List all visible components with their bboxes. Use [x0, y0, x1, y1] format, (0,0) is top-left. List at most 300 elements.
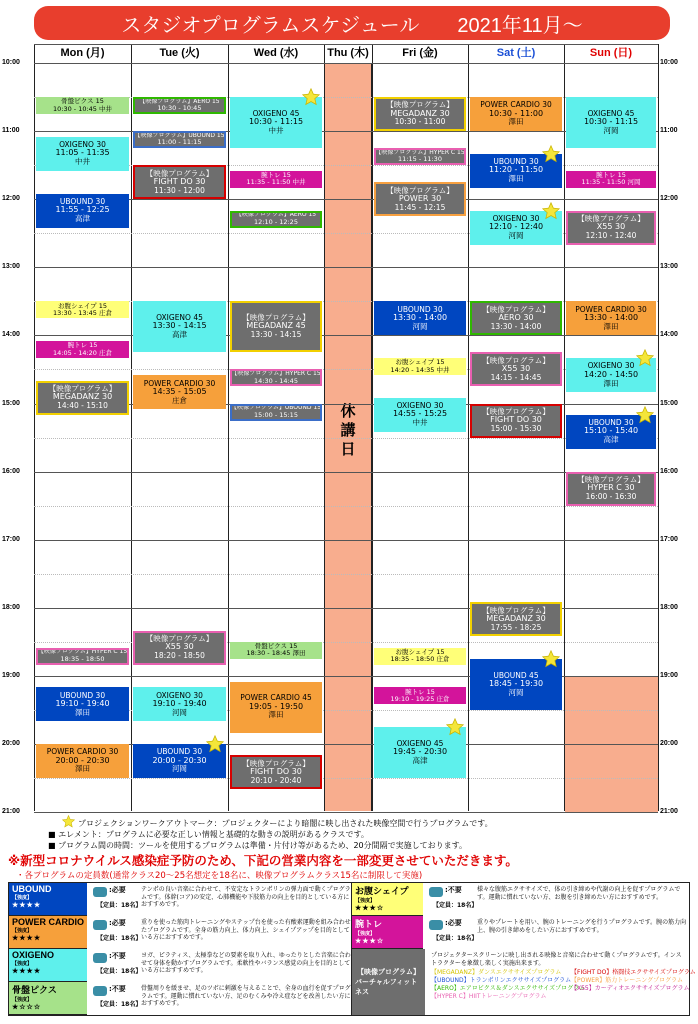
- class-text: お腹シェイプ 15: [395, 358, 445, 367]
- class-text: 10:30 - 11:00: [394, 117, 446, 127]
- hour-line: [34, 608, 658, 609]
- class-text: X55 30: [596, 222, 626, 232]
- class-text: 澤田: [75, 707, 90, 717]
- class-text: 11:55 - 12:25: [55, 205, 110, 215]
- legend-vp-name: [351, 949, 425, 1015]
- class-text: AERO 30: [498, 312, 534, 322]
- class-text: UBOUND 30: [493, 157, 539, 167]
- column-divider: [228, 44, 229, 811]
- class-block[interactable]: [230, 642, 322, 659]
- capacity-notice: ・各プログラムの定員数(通常クラス20～25名想定を18名に、映像プログラムクラス15名に制限して実施): [16, 871, 423, 881]
- class-text: 11:35 - 11:50 中井: [246, 178, 306, 187]
- projection-star-icon: [542, 202, 560, 220]
- class-block[interactable]: [230, 682, 322, 733]
- class-text: OXIGENO 45: [252, 108, 300, 118]
- class-text: 19:10 - 19:25 庄倉: [390, 694, 450, 703]
- half-hour-line: [34, 369, 658, 370]
- class-block[interactable]: [36, 301, 129, 318]
- time-label: 17:00: [2, 535, 20, 543]
- class-block[interactable]: [374, 687, 466, 704]
- class-text: 14:15 - 14:45: [490, 372, 542, 382]
- class-block[interactable]: [36, 97, 129, 114]
- hour-line: [34, 540, 658, 541]
- class-text: 澤田: [603, 378, 619, 388]
- class-text: 【映像プログラム】: [242, 758, 310, 768]
- projection-star-icon: [542, 650, 560, 668]
- class-text: 中井: [412, 418, 428, 428]
- class-text: お腹シェイプ 15: [57, 301, 107, 310]
- class-block[interactable]: [230, 404, 322, 421]
- class-text: 腕トレ 15: [596, 171, 626, 180]
- legend-level: 【強度】: [12, 895, 33, 901]
- class-text: 高津: [412, 755, 428, 765]
- class-text: OXIGENO 45: [396, 738, 444, 748]
- class-text: 19:45 - 20:30: [392, 747, 448, 757]
- legend-vp-description: プロジェクタースクリーンに映し出される映像と音楽に合わせて動くプログラムです。インストラクターを象徴し楽しく実施出来ます。: [431, 952, 682, 967]
- legend-capacity: 【定員：18名】: [97, 1001, 142, 1008]
- legend-program-name: [9, 883, 87, 916]
- class-text: MEGADANZ 30: [52, 392, 113, 402]
- legend-description: ヨガ、ピラティス、太極拳などの要素を取り入れ、ゆったりとした音楽に合わせて身体を動かすプログラムです。柔軟性やバランス感覚の向上を目的としている方におすすめです。: [141, 952, 351, 974]
- class-block[interactable]: [374, 182, 466, 216]
- time-label: 21:00: [660, 808, 678, 816]
- class-text: UBOUND 30: [59, 196, 106, 206]
- class-text: 河岡: [508, 230, 524, 240]
- header-rule: [34, 44, 658, 45]
- class-text: POWER 30: [398, 193, 442, 203]
- time-label: 12:00: [660, 195, 678, 203]
- class-block[interactable]: [230, 211, 322, 228]
- class-text: FIGHT DO 30: [250, 766, 302, 776]
- projection-star-icon: [302, 88, 320, 106]
- class-text: 19:05 - 19:50: [248, 701, 304, 711]
- day-header-2: Wed (水): [253, 47, 299, 59]
- class-text: FIGHT DO 30: [490, 415, 542, 425]
- time-label: 18:00: [2, 603, 20, 611]
- class-text: 【映像プログラム】AERO 15: [139, 97, 220, 105]
- legend-program-name: [351, 916, 423, 949]
- time-label: 15:00: [2, 399, 20, 407]
- class-block[interactable]: [36, 744, 129, 778]
- class-block[interactable]: [36, 341, 129, 358]
- legend-level: 【強度】: [12, 928, 33, 934]
- column-divider: [564, 44, 565, 811]
- class-text: 【映像プログラム】: [145, 168, 214, 178]
- class-text: お腹シェイプ 15: [395, 647, 445, 656]
- page-title: スタジオプログラムスケジュール: [121, 12, 420, 37]
- class-text: 14:20 - 14:50: [583, 369, 639, 379]
- class-block[interactable]: [374, 358, 466, 375]
- class-text: 20:00 - 20:30: [152, 755, 207, 765]
- class-text: OXIGENO 30: [156, 690, 203, 700]
- class-block[interactable]: [374, 398, 466, 432]
- legend-level: 【強度】: [12, 997, 33, 1003]
- legend-description: 重りを使った筋肉トレーニングやステップ台を使った有酸素運動を組み合わせたプログラムです。全身の筋力向上、体力向上、シェイプアップを目的としている方におすすめです。: [141, 919, 351, 941]
- legend-requirement: :不要: [445, 886, 462, 894]
- class-text: 【映像プログラム】HYPER C 15: [231, 370, 321, 378]
- legend-name: OXIGENO: [12, 950, 55, 960]
- class-text: 澤田: [268, 710, 284, 720]
- class-block[interactable]: [230, 755, 322, 789]
- note-interval: ■ プログラム間の時間：ツールを使用するプログラムは準備・片付け等があるため、20分間隔で実施しております。: [48, 841, 467, 850]
- legend-level: 【強度】: [355, 898, 376, 904]
- program-legend: [8, 882, 696, 1016]
- class-text: MEGADANZ 45: [246, 321, 306, 331]
- legend-name: UBOUND: [12, 884, 52, 894]
- legend-vp-sub: バーチャルフィットネス: [355, 979, 418, 996]
- class-block[interactable]: [133, 97, 226, 114]
- class-text: 河岡: [412, 321, 428, 331]
- class-text: UBOUND 45: [493, 670, 539, 680]
- class-text: 庄倉: [172, 395, 187, 405]
- time-label: 15:00: [660, 399, 678, 407]
- class-text: 【映像プログラム】HYPER C 15: [37, 648, 128, 656]
- class-text: UBOUND 30: [397, 304, 443, 314]
- class-text: 14:30 - 14:45: [254, 376, 298, 385]
- legend-stars: ★★★★: [12, 968, 42, 975]
- class-text: UBOUND 30: [156, 747, 203, 757]
- legend-requirement: :必要: [109, 886, 126, 894]
- projection-star-icon: [636, 406, 654, 424]
- class-block[interactable]: [566, 211, 656, 245]
- equipment-icon: [93, 953, 107, 963]
- class-text: 【映像プログラム】UBOUND 15: [230, 404, 322, 412]
- note-element: ■ エレメント：プログラムに必要な正しい情報と基礎的な動きの説明があるクラスです。: [48, 830, 369, 839]
- equipment-icon: [429, 887, 443, 897]
- time-label: 14:00: [2, 331, 20, 339]
- legend-vp-item: 【X55】カーディオエクササイズプログラム: [571, 985, 690, 992]
- hour-line: [34, 267, 658, 268]
- class-text: 【映像プログラム】UBOUND 15: [134, 131, 225, 139]
- time-label: 19:00: [660, 671, 678, 679]
- legend-vp-item: 【HYPER C】HIITトレーニングプログラム: [431, 993, 547, 1000]
- legend-capacity: 【定員：18名】: [433, 902, 478, 909]
- class-text: 11:05 - 11:35: [55, 148, 110, 158]
- time-label: 11:00: [2, 127, 20, 135]
- class-block[interactable]: [230, 369, 322, 386]
- legend-name: 骨盤ピクス: [12, 985, 57, 995]
- class-block[interactable]: [566, 472, 656, 506]
- legend-requirement: :不要: [109, 985, 126, 993]
- class-block[interactable]: [374, 301, 466, 335]
- class-text: 高津: [75, 213, 90, 223]
- legend-program-name: [9, 982, 87, 1015]
- page-title-banner: [34, 6, 670, 40]
- time-label: 10:00: [2, 59, 20, 66]
- class-text: POWER CARDIO 30: [143, 378, 216, 388]
- class-text: HYPER C 30: [587, 483, 635, 493]
- class-text: 【映像プログラム】: [145, 633, 214, 643]
- hour-line: [34, 63, 658, 64]
- legend-level: 【強度】: [12, 961, 33, 967]
- equipment-icon: [93, 887, 107, 897]
- class-text: 【映像プログラム】: [577, 474, 645, 484]
- column-divider: [658, 44, 659, 811]
- class-text: OXIGENO 45: [587, 108, 635, 118]
- class-text: OXIGENO 30: [59, 140, 106, 150]
- legend-name: 腕トレ: [355, 919, 383, 929]
- day-header-4: Fri (金): [402, 47, 438, 59]
- legend-vp-item: 【UBOUND】トランポリンエクササイズプログラム: [431, 977, 572, 984]
- half-hour-line: [34, 506, 658, 507]
- class-block[interactable]: [470, 602, 562, 636]
- class-block[interactable]: [36, 194, 129, 228]
- class-block[interactable]: [470, 352, 562, 386]
- class-text: 14:20 - 14:35 中井: [390, 365, 450, 374]
- class-text: 10:30 - 11:00: [488, 108, 544, 118]
- class-text: 【映像プログラム】: [482, 406, 550, 416]
- class-text: UBOUND 30: [588, 418, 634, 428]
- legend-vp-name: 【映像プログラム】: [357, 969, 420, 976]
- class-text: 17:55 - 18:25: [490, 622, 542, 632]
- class-text: 中井: [268, 125, 284, 135]
- class-block[interactable]: [566, 171, 656, 188]
- time-label: 19:00: [2, 671, 20, 679]
- legend-capacity: 【定員：18名】: [97, 968, 142, 975]
- class-text: 12:10 - 12:40: [585, 230, 637, 240]
- class-text: 高津: [172, 330, 187, 340]
- hour-line: [34, 131, 658, 132]
- class-block[interactable]: [470, 404, 562, 438]
- class-text: 14:55 - 15:25: [392, 409, 448, 419]
- legend-stars: ★★★★: [12, 902, 42, 909]
- legend-description: 骨盤周りを緩ませ、足のツボに刺激を与えることで、全身の血行を促すプログラムです。運動に慣れていない方、足のむくみや冷え症などを改善したい方におすすめです。: [141, 985, 351, 1007]
- column-divider: [131, 44, 132, 811]
- class-block[interactable]: [374, 97, 466, 131]
- schedule-date: 2021年11月〜: [457, 14, 583, 37]
- class-text: OXIGENO 30: [587, 361, 635, 371]
- time-label: 11:00: [660, 127, 678, 135]
- legend-vp-item: 【MEGADANZ】ダンスエクササイズプログラム: [431, 969, 562, 976]
- projection-star-icon: [636, 349, 654, 367]
- class-text: 14:35 - 15:05: [152, 386, 207, 396]
- time-label: 16:00: [660, 467, 678, 475]
- class-text: POWER CARDIO 30: [46, 747, 119, 757]
- class-text: 11:35 - 11:50 河岡: [581, 178, 641, 187]
- time-label: 10:00: [660, 59, 678, 66]
- class-text: 18:35 - 18:50 庄倉: [390, 655, 450, 664]
- class-block[interactable]: [133, 375, 226, 409]
- class-text: 19:10 - 19:40: [152, 698, 207, 708]
- class-text: 18:30 - 18:45 澤田: [246, 649, 306, 658]
- class-block[interactable]: [566, 301, 656, 335]
- note-projection: プロジェクションワークアウトマーク：プロジェクターにより暗闇に映し出された映像空間で行うプログラムです。: [78, 819, 493, 828]
- class-text: 11:15 - 11:30: [398, 155, 442, 164]
- class-text: 【映像プログラム】AERO 15: [235, 211, 317, 219]
- class-text: OXIGENO 30: [396, 401, 444, 411]
- class-text: X55 30: [165, 642, 194, 652]
- class-text: 中井: [75, 157, 90, 167]
- legend-capacity: 【定員：18名】: [97, 902, 142, 909]
- class-text: 骨盤ピクス 15: [254, 642, 298, 651]
- class-text: 11:30 - 12:00: [154, 185, 205, 195]
- class-text: POWER CARDIO 30: [575, 304, 647, 314]
- class-block[interactable]: [566, 97, 656, 148]
- day-header-3: Thu (木): [327, 47, 369, 59]
- class-text: 13:30 - 14:00: [490, 321, 542, 331]
- class-block[interactable]: [133, 631, 226, 665]
- class-text: 腕トレ 15: [261, 171, 291, 180]
- class-text: 15:00 - 15:30: [490, 423, 542, 433]
- class-text: 15:10 - 15:40: [583, 426, 639, 436]
- class-text: 10:30 - 10:45: [157, 104, 202, 113]
- class-text: 【映像プログラム】HYPER C 15: [375, 148, 465, 156]
- class-text: 15:00 - 15:15: [254, 410, 298, 419]
- equipment-icon: [429, 920, 443, 930]
- class-text: 18:35 - 18:50: [60, 654, 105, 663]
- time-label: 21:00: [2, 808, 20, 816]
- legend-requirement: :必要: [445, 919, 462, 927]
- column-divider: [34, 44, 35, 811]
- class-text: 10:30 - 11:15: [248, 117, 304, 127]
- projection-star-icon: [446, 718, 464, 736]
- holiday-label: 休 講 日: [340, 402, 356, 458]
- class-text: 河岡: [508, 687, 524, 697]
- class-text: POWER CARDIO 45: [240, 693, 312, 703]
- legend-vp-item: 【FIGHT DO】格闘技エクササイズプログラム: [571, 969, 696, 976]
- class-text: UBOUND 30: [59, 690, 106, 700]
- column-divider: [324, 44, 325, 811]
- class-block[interactable]: [374, 148, 466, 165]
- legend-name: POWER CARDIO: [12, 917, 84, 927]
- class-text: 【映像プログラム】: [386, 185, 454, 195]
- class-block[interactable]: [133, 165, 226, 199]
- class-text: 11:45 - 12:15: [394, 202, 446, 212]
- class-text: 【映像プログラム】: [577, 213, 645, 223]
- class-text: 澤田: [603, 321, 619, 331]
- legend-stars: ★★★★: [12, 935, 42, 942]
- class-text: 【映像プログラム】: [482, 304, 550, 314]
- time-label: 13:00: [660, 263, 678, 271]
- time-label: 13:00: [2, 263, 20, 271]
- legend-description: テンポの良い音楽に合わせて、不安定なトランポリンの弾力面で動くプログラムです。体幹(コア)の安定、心肺機能や下肢筋力の向上を目的としている方におすすめです。: [141, 886, 351, 908]
- class-text: 18:20 - 18:50: [154, 650, 205, 660]
- time-label: 20:00: [2, 740, 20, 747]
- projection-star-icon: [206, 735, 224, 753]
- class-text: 13:30 - 14:15: [152, 321, 207, 331]
- class-text: FIGHT DO 30: [153, 176, 206, 186]
- day-header-1: Tue (火): [159, 47, 200, 59]
- class-text: 14:40 - 15:10: [57, 401, 108, 411]
- legend-vp-item: 【POWER】筋力トレーニングプログラム: [571, 977, 684, 984]
- class-text: 11:00 - 11:15: [157, 138, 202, 147]
- legend-program-name: [351, 883, 423, 916]
- class-text: 10:30 - 11:15: [583, 117, 639, 127]
- half-hour-line: [34, 574, 658, 575]
- legend-vp-item: 【AERO】エアロビクス＆ダンスエクササイズプログラム: [431, 985, 586, 992]
- class-text: 【映像プログラム】: [48, 384, 117, 394]
- class-text: 20:00 - 20:30: [55, 755, 110, 765]
- class-text: 14:05 - 14:20 庄倉: [52, 348, 112, 357]
- class-text: 11:20 - 11:50: [488, 165, 544, 175]
- class-text: MEGADANZ 30: [390, 108, 450, 118]
- class-text: 13:30 - 13:45 庄倉: [52, 308, 112, 317]
- equipment-icon: [93, 920, 107, 930]
- time-label: 16:00: [2, 467, 20, 475]
- class-block[interactable]: [36, 381, 129, 415]
- class-text: 【映像プログラム】: [482, 605, 550, 615]
- class-text: 腕トレ 15: [405, 687, 435, 696]
- class-block[interactable]: [230, 171, 322, 188]
- class-text: 10:30 - 10:45 中井: [52, 104, 112, 113]
- class-block[interactable]: [36, 687, 129, 721]
- class-text: MEGADANZ 30: [486, 613, 546, 623]
- class-text: 澤田: [508, 117, 524, 127]
- time-label: 20:00: [660, 740, 678, 747]
- class-text: 河岡: [603, 125, 619, 135]
- class-block[interactable]: [374, 648, 466, 665]
- hour-line: [34, 812, 658, 813]
- class-text: 河岡: [172, 764, 187, 774]
- class-text: 澤田: [75, 764, 90, 774]
- legend-name: お腹シェイプ: [355, 886, 409, 896]
- time-label: 17:00: [660, 535, 678, 543]
- legend-requirement: :不要: [109, 952, 126, 960]
- hour-line: [34, 676, 658, 677]
- day-header-5: Sat (土): [496, 47, 536, 59]
- class-block[interactable]: [470, 301, 562, 335]
- class-text: 骨盤ピクス 15: [61, 97, 104, 106]
- class-block[interactable]: [470, 97, 562, 131]
- legend-requirement: :必要: [109, 919, 126, 927]
- class-text: 澤田: [508, 174, 524, 184]
- half-hour-line: [34, 642, 658, 643]
- day-header-6: Sun (日): [589, 47, 633, 59]
- legend-program-name: [9, 949, 87, 982]
- legend-capacity: 【定員：18名】: [433, 935, 478, 942]
- class-text: 【映像プログラム】: [242, 313, 310, 323]
- class-text: 高津: [603, 435, 619, 445]
- equipment-icon: [93, 986, 107, 996]
- class-text: 19:10 - 19:40: [55, 698, 110, 708]
- covid-warning: ※新型コロナウイルス感染症予防のため、下記の営業内容を一部変更させていただきます。: [8, 853, 518, 868]
- legend-description: 様々な腹筋エクササイズで、体の引き締めや代謝の向上を促すプログラムです。運動に慣れていない方、お腹を引き締めたい方におすすめです。: [477, 886, 681, 901]
- class-block[interactable]: [36, 648, 129, 665]
- legend-stars: ★★★☆: [355, 905, 385, 912]
- legend-description: 重りやプレートを用い、腕のトレーニングを行うプログラムです。腕の筋力向上、腕の引き締めをしたい方におすすめです。: [477, 919, 687, 934]
- class-block[interactable]: [36, 137, 129, 171]
- class-text: 腕トレ 15: [67, 341, 98, 350]
- class-text: 13:30 - 14:15: [250, 330, 302, 340]
- class-text: 13:30 - 14:00: [392, 312, 448, 322]
- hour-line: [34, 335, 658, 336]
- class-block[interactable]: [133, 687, 226, 721]
- day-header-0: Mon (月): [60, 47, 105, 59]
- class-text: 【映像プログラム】: [386, 100, 454, 110]
- class-text: OXIGENO 30: [492, 213, 540, 223]
- class-text: 18:45 - 19:30: [488, 679, 544, 688]
- class-block[interactable]: [230, 301, 322, 352]
- projection-star-icon: [62, 815, 75, 828]
- column-divider: [372, 44, 373, 811]
- class-text: 20:10 - 20:40: [250, 775, 302, 785]
- time-label: 18:00: [660, 603, 678, 611]
- column-divider: [468, 44, 469, 811]
- class-block[interactable]: [133, 301, 226, 352]
- legend-level: 【強度】: [355, 931, 376, 937]
- class-block[interactable]: [133, 131, 226, 148]
- class-text: 16:00 - 16:30: [585, 492, 637, 502]
- half-hour-line: [34, 233, 658, 234]
- class-text: X55 30: [501, 364, 531, 374]
- class-text: 13:30 - 14:00: [583, 312, 639, 322]
- class-text: 12:10 - 12:25: [254, 217, 298, 226]
- legend-stars: ★☆☆☆: [12, 1004, 42, 1011]
- half-hour-line: [34, 778, 658, 779]
- legend-stars: ★★★☆: [355, 938, 385, 945]
- time-label: 12:00: [2, 195, 20, 203]
- class-text: 【映像プログラム】: [482, 355, 550, 365]
